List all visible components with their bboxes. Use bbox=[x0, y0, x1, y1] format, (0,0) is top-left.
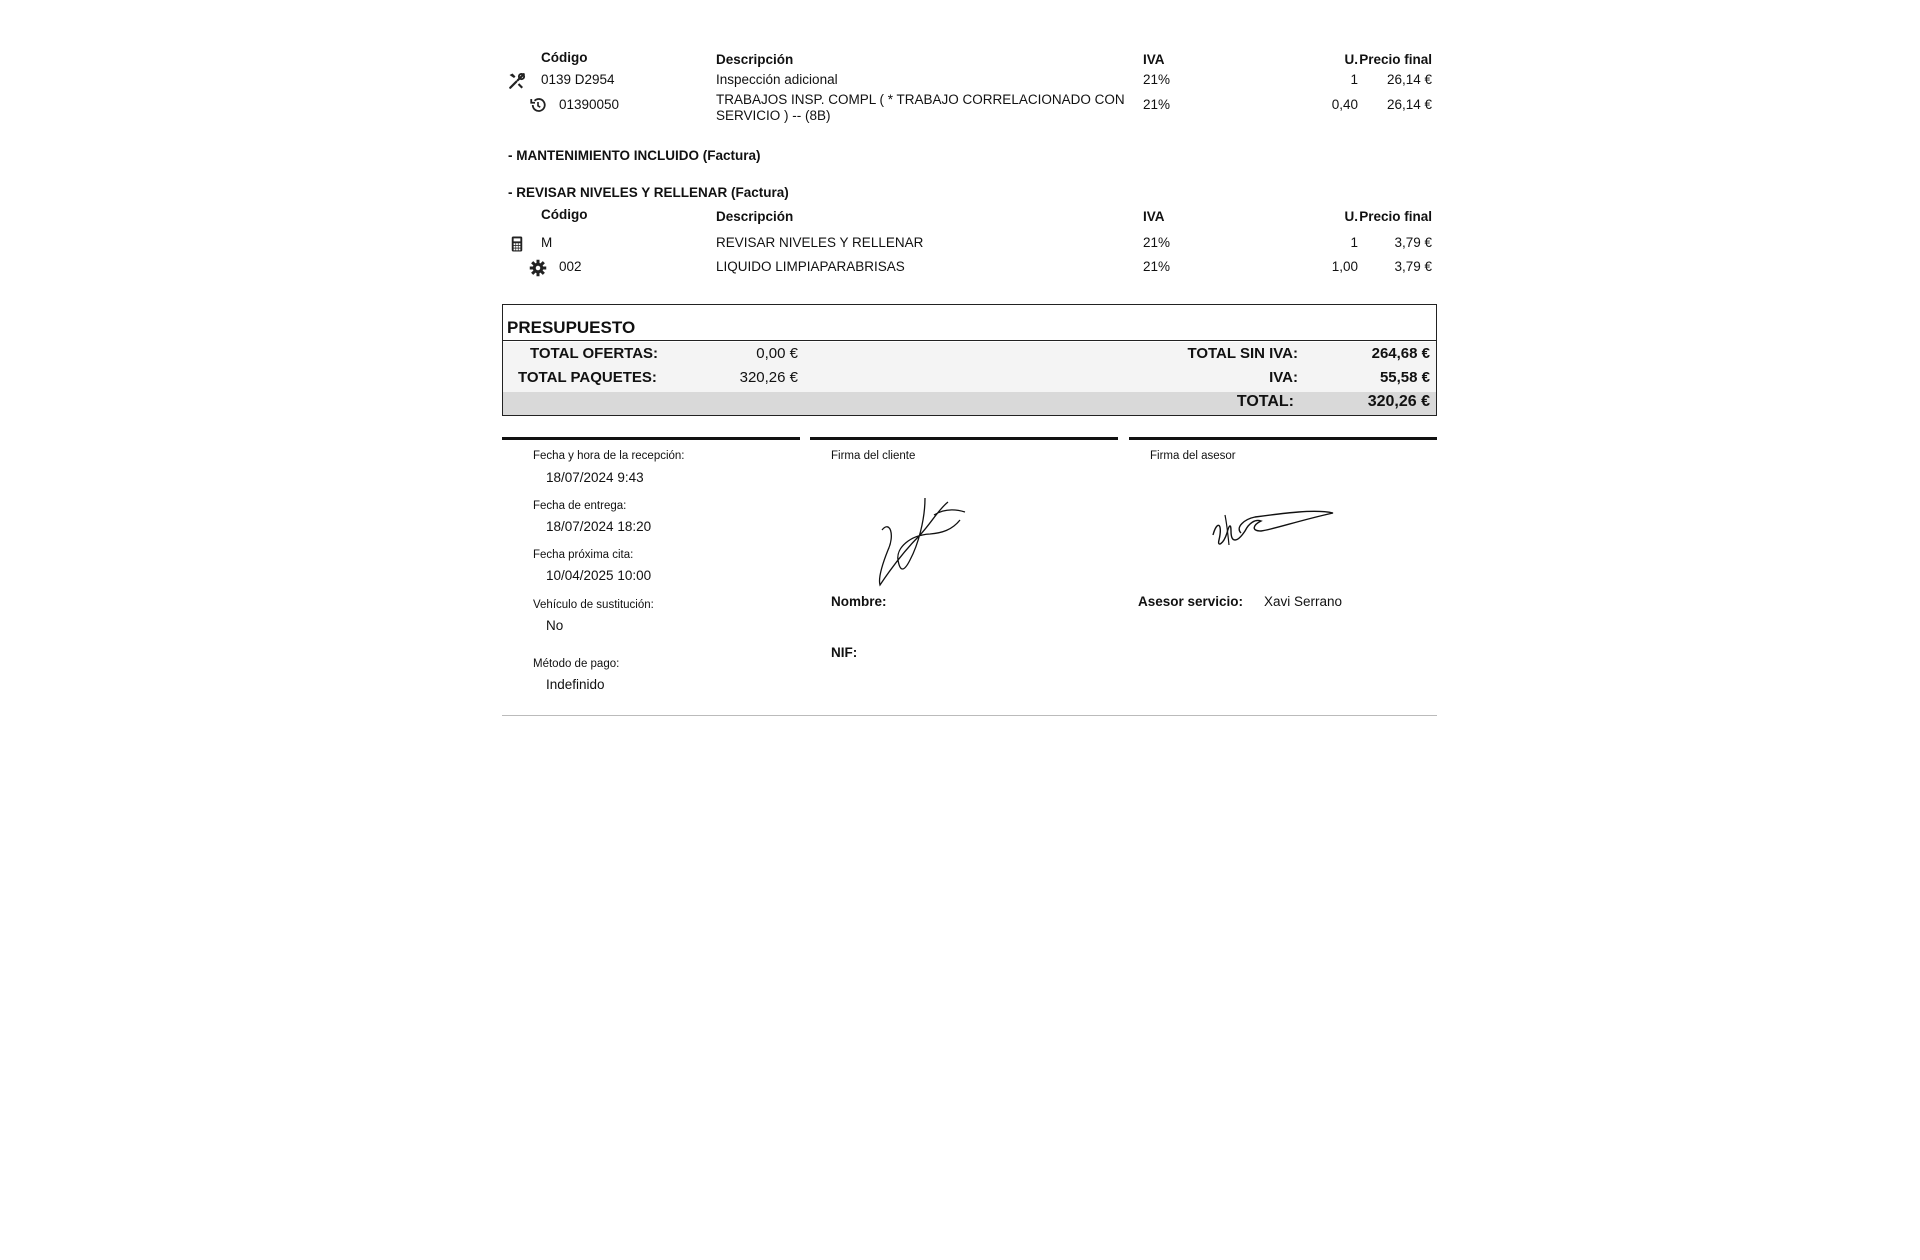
header-iva: IVA bbox=[1143, 52, 1165, 67]
history-icon bbox=[529, 96, 547, 114]
asesor-servicio-value: Xavi Serrano bbox=[1264, 594, 1343, 609]
item-iva: 21% bbox=[1143, 72, 1171, 87]
total-ofertas-label: TOTAL OFERTAS: bbox=[530, 345, 659, 362]
divider-line bbox=[502, 437, 800, 440]
calculator-icon bbox=[508, 235, 526, 253]
document bbox=[502, 40, 1437, 279]
firma-asesor-label: Firma del asesor bbox=[1150, 450, 1236, 462]
total-sin-iva-value: 264,68 € bbox=[1371, 345, 1430, 362]
nombre-label: Nombre: bbox=[831, 594, 887, 609]
line-items-table-1 bbox=[502, 40, 1437, 132]
item-price: 26,14 € bbox=[1386, 97, 1432, 112]
proxima-cita-value: 10/04/2025 10:00 bbox=[546, 568, 652, 583]
line-items-table-2 bbox=[502, 203, 1437, 279]
budget-divider bbox=[503, 340, 1436, 341]
header-units: U. bbox=[1344, 209, 1358, 224]
metodo-pago-label: Método de pago: bbox=[533, 658, 620, 670]
firma-cliente-label: Firma del cliente bbox=[831, 450, 916, 462]
item-iva: 21% bbox=[1143, 97, 1171, 112]
item-price: 3,79 € bbox=[1394, 235, 1432, 250]
item-description: TRABAJOS INSP. COMPL ( * TRABAJO CORRELACIONADO CON SERVICIO ) -- (8B) bbox=[716, 92, 1125, 123]
budget-title: PRESUPUESTO bbox=[507, 318, 636, 337]
header-description: Descripción bbox=[716, 52, 794, 67]
header-iva: IVA bbox=[1143, 209, 1165, 224]
table-header bbox=[502, 40, 1437, 68]
item-code: 0139 D2954 bbox=[541, 72, 615, 87]
item-description: LIQUIDO LIMPIAPARABRISAS bbox=[716, 259, 905, 274]
recepcion-label: Fecha y hora de la recepción: bbox=[533, 450, 685, 462]
item-code: 01390050 bbox=[559, 97, 620, 112]
item-code: 002 bbox=[559, 259, 582, 274]
item-units: 1 bbox=[1350, 235, 1358, 250]
asesor-servicio-label: Asesor servicio: bbox=[1138, 594, 1244, 609]
nif-label: NIF: bbox=[831, 645, 858, 660]
header-description: Descripción bbox=[716, 209, 794, 224]
header-price: Precio final bbox=[1359, 52, 1432, 67]
item-units: 0,40 bbox=[1331, 97, 1358, 112]
total-paquetes-label: TOTAL PAQUETES: bbox=[518, 369, 657, 386]
item-code: M bbox=[541, 235, 553, 250]
vehiculo-sustitucion-value: No bbox=[546, 618, 564, 633]
item-units: 1 bbox=[1350, 72, 1358, 87]
bottom-divider bbox=[502, 715, 1437, 716]
section-mantenimiento: - MANTENIMIENTO INCLUIDO (Factura) bbox=[508, 148, 761, 163]
header-code: Código bbox=[541, 207, 588, 222]
table-row bbox=[502, 231, 1437, 255]
total-value: 320,26 € bbox=[1367, 393, 1430, 410]
item-price: 26,14 € bbox=[1386, 72, 1432, 87]
section-revisar: - REVISAR NIVELES Y RELLENAR (Factura) bbox=[508, 185, 789, 200]
item-iva: 21% bbox=[1143, 235, 1171, 250]
header-price: Precio final bbox=[1359, 209, 1432, 224]
table-row bbox=[502, 255, 1437, 279]
iva-value: 55,58 € bbox=[1379, 369, 1430, 386]
client-signature bbox=[870, 490, 1000, 590]
table-row bbox=[502, 92, 1437, 132]
entrega-label: Fecha de entrega: bbox=[533, 500, 627, 512]
advisor-signature bbox=[1205, 495, 1345, 555]
item-description: REVISAR NIVELES Y RELLENAR bbox=[716, 235, 924, 250]
header-code: Código bbox=[541, 50, 588, 65]
item-iva: 21% bbox=[1143, 259, 1171, 274]
header-units: U. bbox=[1344, 52, 1358, 67]
recepcion-value: 18/07/2024 9:43 bbox=[546, 470, 644, 485]
vehiculo-sustitucion-label: Vehículo de sustitución: bbox=[533, 599, 654, 611]
item-price: 3,79 € bbox=[1394, 259, 1432, 274]
divider-line bbox=[810, 437, 1118, 440]
item-units: 1,00 bbox=[1331, 259, 1358, 274]
metodo-pago-value: Indefinido bbox=[546, 677, 605, 692]
wrench-icon bbox=[508, 72, 526, 90]
item-description: Inspección adicional bbox=[716, 72, 838, 87]
iva-label: IVA: bbox=[1269, 369, 1298, 386]
divider-line bbox=[1129, 437, 1437, 440]
entrega-value: 18/07/2024 18:20 bbox=[546, 519, 652, 534]
table-header bbox=[502, 203, 1437, 231]
proxima-cita-label: Fecha próxima cita: bbox=[533, 549, 634, 561]
table-row bbox=[502, 68, 1437, 92]
budget-total-row-background bbox=[503, 392, 1436, 415]
total-sin-iva-label: TOTAL SIN IVA: bbox=[1187, 345, 1298, 362]
budget-box bbox=[502, 304, 1437, 416]
gear-icon bbox=[529, 259, 547, 277]
total-ofertas-value: 0,00 € bbox=[756, 345, 798, 362]
total-label: TOTAL: bbox=[1236, 393, 1294, 410]
total-paquetes-value: 320,26 € bbox=[739, 369, 798, 386]
